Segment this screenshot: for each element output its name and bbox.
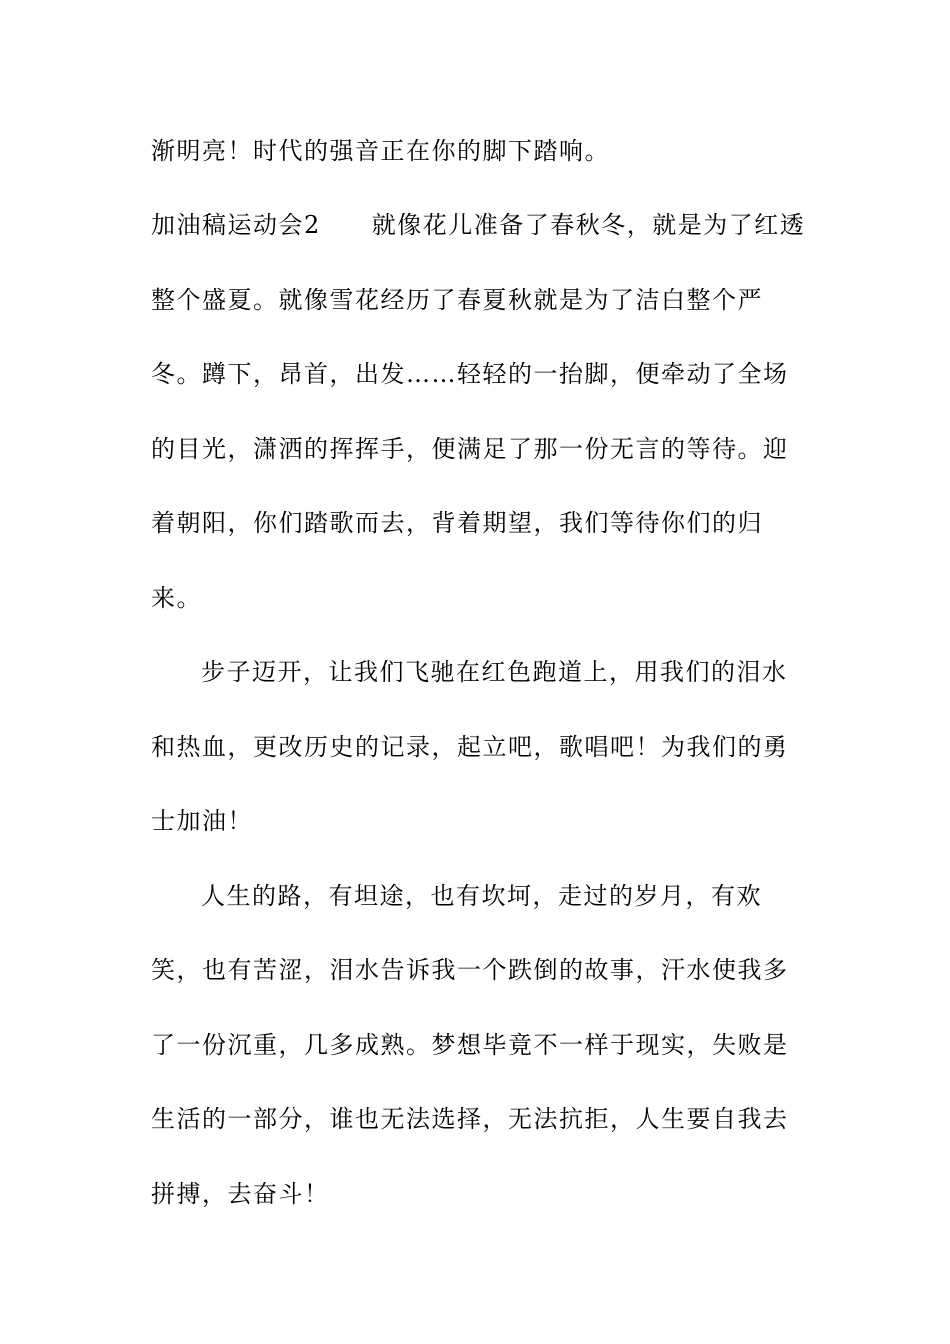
text-line: 冬。蹲下，昂首，出发……轻轻的一抬脚，便牵动了全场 <box>151 360 789 388</box>
text-line: 的目光，潇洒的挥挥手，便满足了那一份无言的等待。迎 <box>151 435 789 463</box>
text-line: 渐明亮！时代的强音正在你的脚下踏响。 <box>151 137 610 165</box>
text-line: 着朝阳，你们踏歌而去，背着期望，我们等待你们的归 <box>151 509 763 537</box>
text-line: 笑，也有苦涩，泪水告诉我一个跌倒的故事，汗水使我多 <box>151 956 789 984</box>
text-line: 整个盛夏。就像雪花经历了春夏秋就是为了洁白整个严 <box>151 286 763 314</box>
text-line: 了一份沉重，几多成熟。梦想毕竟不一样于现实，失败是 <box>151 1031 789 1059</box>
text-line: 拼搏，去奋斗！ <box>151 1180 330 1208</box>
text-line: 来。 <box>151 584 202 612</box>
text-line: 生活的一部分，谁也无法选择，无法抗拒，人生要自我去 <box>151 1105 789 1133</box>
paragraph-first-line: 人生的路，有坦途，也有坎坷，走过的岁月，有欢 <box>201 882 762 910</box>
text-line: 加油稿运动会2 就像花儿准备了春秋冬，就是为了红透 <box>151 211 806 239</box>
paragraph-first-line: 步子迈开，让我们飞驰在红色跑道上，用我们的泪水 <box>201 658 788 686</box>
text-line: 和热血，更改历史的记录，起立吧，歌唱吧！为我们的勇 <box>151 733 789 761</box>
text-line: 士加油！ <box>151 807 253 835</box>
